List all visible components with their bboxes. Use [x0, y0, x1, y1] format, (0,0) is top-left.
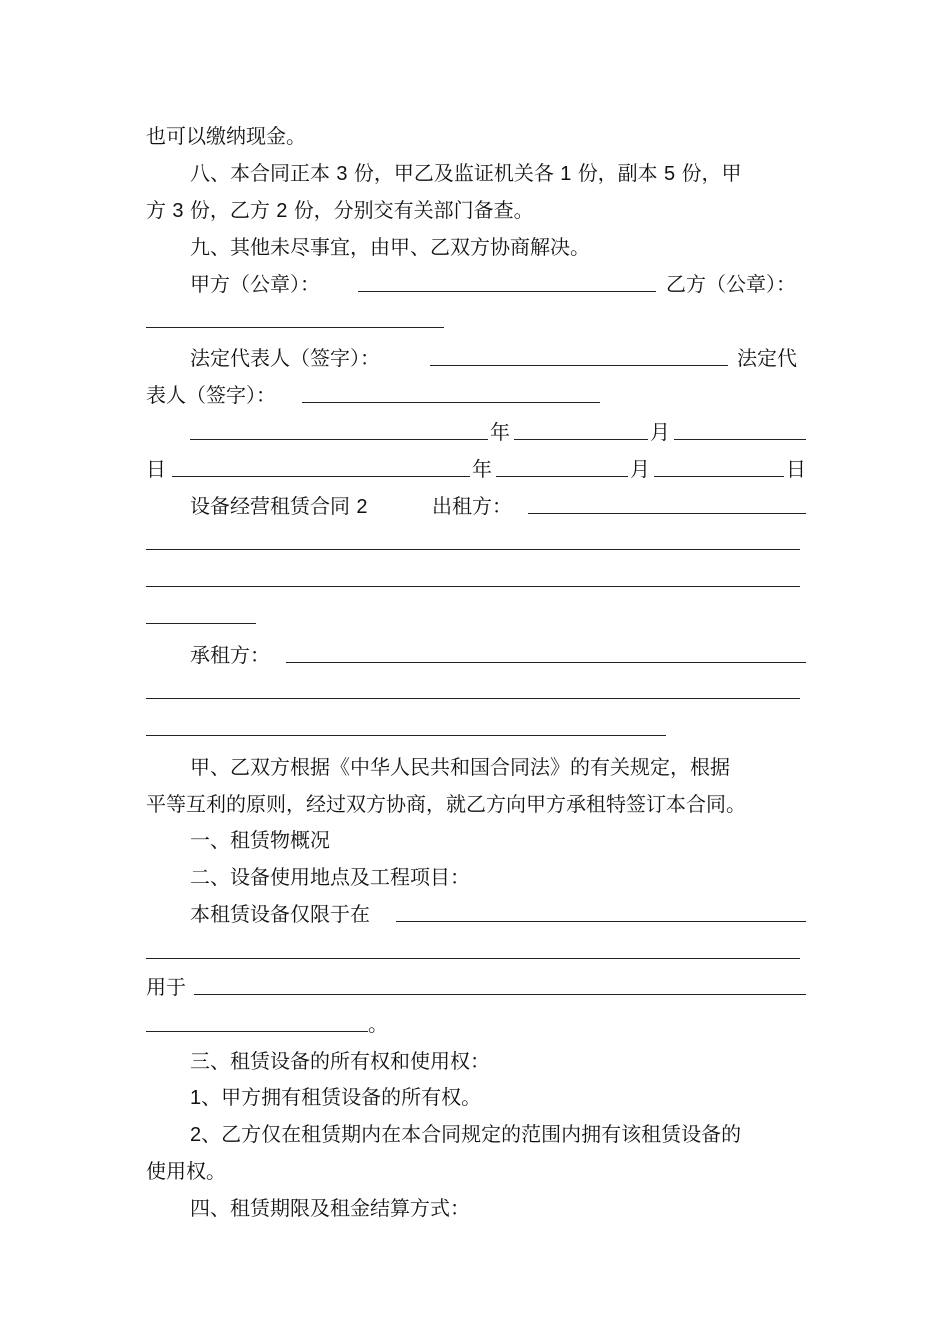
- number: 1: [560, 163, 572, 185]
- party-b-seal-blank[interactable]: [146, 327, 444, 328]
- text-line: [146, 196, 534, 225]
- lessor-label: 出租方：: [432, 494, 512, 518]
- legal-rep-b-label: 法定代: [737, 346, 797, 370]
- text-line: 九、其他未尽事宜，由甲、乙双方协商解决。: [190, 235, 590, 259]
- text-line: [190, 159, 742, 188]
- lessor-blank[interactable]: [146, 623, 256, 624]
- date-a-day-blank[interactable]: [674, 439, 806, 440]
- date-b-month-blank[interactable]: [496, 476, 628, 477]
- text-span: 设备经营租赁合同: [190, 494, 350, 518]
- date-a-year-blank[interactable]: [190, 439, 488, 440]
- legal-rep-a-label: 法定代表人（签字）：: [190, 346, 380, 370]
- lessee-blank[interactable]: [146, 698, 800, 699]
- date-b-day-blank[interactable]: [654, 476, 784, 477]
- day-label: 日: [786, 457, 806, 481]
- text-line: 也可以缴纳现金。: [146, 124, 306, 148]
- section-heading: 一、租赁物概况: [190, 828, 330, 852]
- text-span: 份，乙方: [189, 198, 270, 222]
- text-span: 份，副本: [577, 161, 658, 185]
- month-label: 月: [650, 420, 670, 444]
- text-line: 使用权。: [146, 1159, 226, 1183]
- text-line: [190, 1083, 481, 1112]
- number: 2: [190, 1124, 202, 1146]
- party-a-seal-label: 甲方（公章）：: [190, 272, 320, 296]
- party-b-seal-label: 乙方（公章）：: [666, 272, 796, 296]
- number: 3: [336, 163, 348, 185]
- date-b-year-blank[interactable]: [172, 476, 470, 477]
- legal-rep-a-blank[interactable]: [430, 365, 728, 366]
- lessee-blank[interactable]: [146, 735, 666, 736]
- text-span: 份，甲: [681, 161, 742, 185]
- project-blank[interactable]: [146, 1031, 368, 1032]
- text-line: 。: [368, 1012, 388, 1036]
- legal-rep-b-blank[interactable]: [302, 402, 600, 403]
- month-label: 月: [630, 457, 650, 481]
- lessor-blank[interactable]: [146, 586, 800, 587]
- legal-rep-b-label: 表人（签字）：: [146, 383, 276, 407]
- number: 2: [276, 200, 288, 222]
- number: 3: [172, 200, 184, 222]
- text-span: 八、本合同正本: [190, 161, 330, 185]
- lessee-blank[interactable]: [286, 662, 806, 663]
- section-heading: 二、设备使用地点及工程项目：: [190, 865, 470, 889]
- text-span: 份，分别交有关部门备查。: [293, 198, 534, 222]
- text-line: [190, 1120, 741, 1149]
- text-span: 、乙方仅在租赁期内在本合同规定的范围内拥有该租赁设备的: [201, 1122, 742, 1146]
- text-span: 、甲方拥有租赁设备的所有权。: [201, 1085, 482, 1109]
- text-line: 本租赁设备仅限于在: [190, 902, 370, 926]
- number: 5: [664, 163, 676, 185]
- party-a-seal-blank[interactable]: [358, 291, 656, 292]
- section-heading: 三、租赁设备的所有权和使用权：: [190, 1049, 490, 1073]
- text-line: 甲、乙双方根据《中华人民共和国合同法》的有关规定，根据: [190, 755, 730, 779]
- number: 1: [190, 1087, 202, 1109]
- text-span: 方: [146, 198, 166, 222]
- text-span: 份，甲乙及监证机关各: [353, 161, 554, 185]
- number: 2: [356, 496, 368, 518]
- text-line: 用于: [146, 975, 186, 999]
- contract-title: [190, 492, 367, 521]
- year-label: 年: [490, 420, 510, 444]
- lessee-label: 承租方：: [190, 643, 270, 667]
- project-blank[interactable]: [194, 994, 806, 995]
- year-label: 年: [472, 457, 492, 481]
- section-heading: 四、租赁期限及租金结算方式：: [190, 1196, 470, 1220]
- location-blank[interactable]: [146, 958, 800, 959]
- date-a-month-blank[interactable]: [514, 439, 648, 440]
- lessor-blank[interactable]: [528, 513, 806, 514]
- day-label: 日: [146, 457, 166, 481]
- location-blank[interactable]: [396, 921, 806, 922]
- lessor-blank[interactable]: [146, 549, 800, 550]
- text-line: 平等互利的原则，经过双方协商，就乙方向甲方承租特签订本合同。: [146, 792, 746, 816]
